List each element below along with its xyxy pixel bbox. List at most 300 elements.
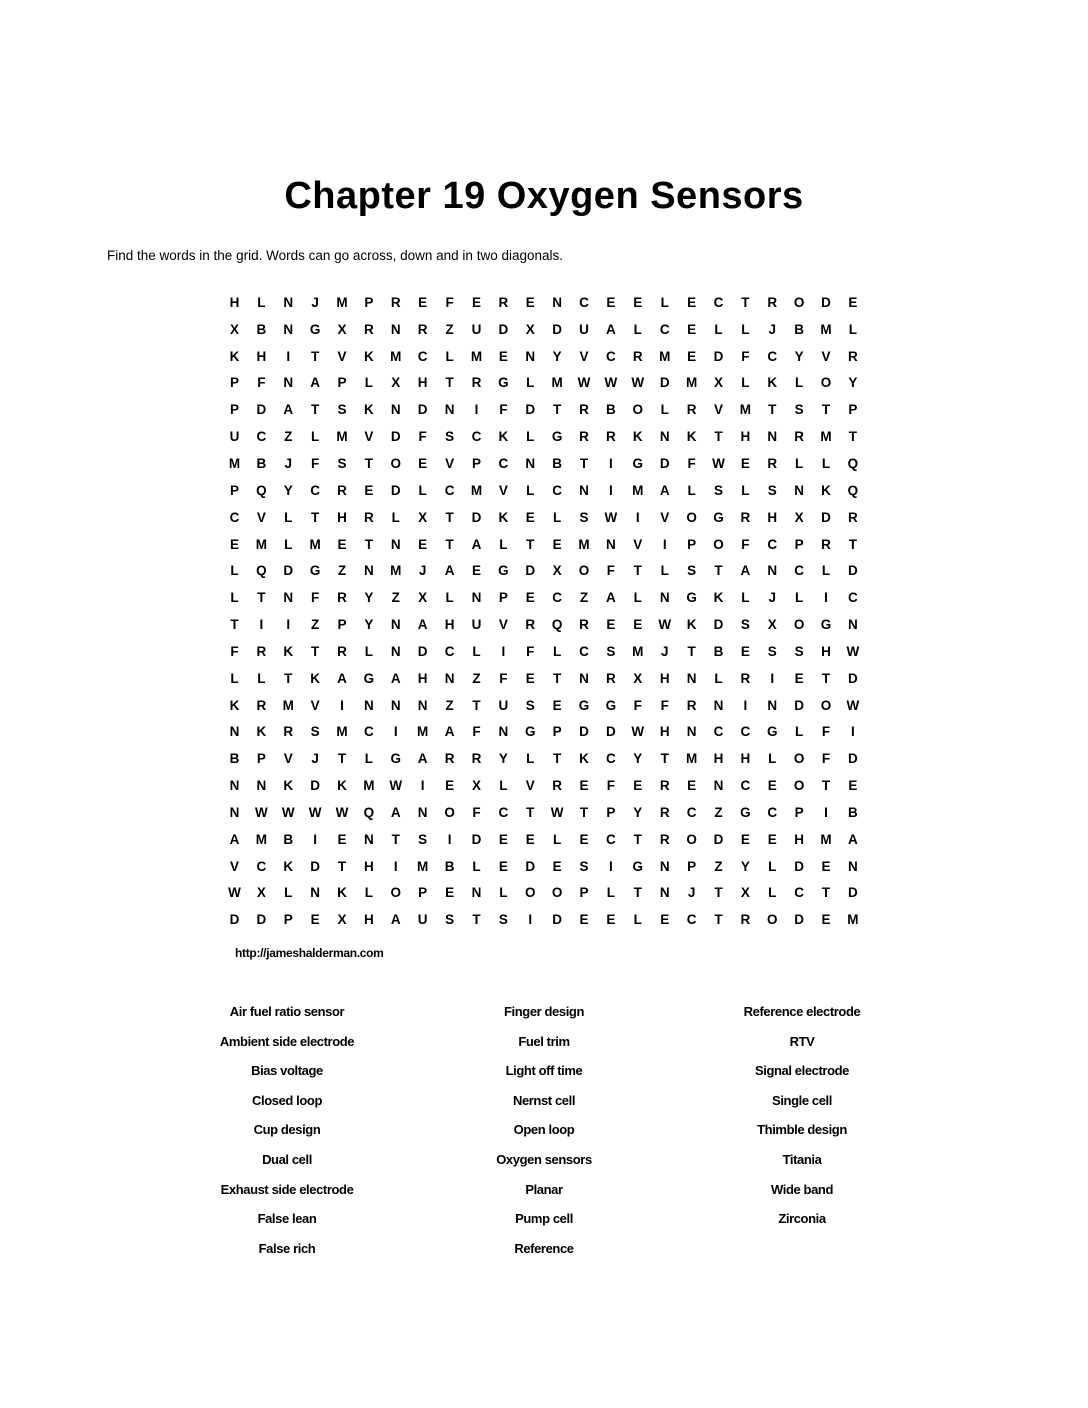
grid-cell: T xyxy=(310,348,320,364)
grid-cell: W xyxy=(577,375,591,391)
grid-cell: X xyxy=(740,885,750,901)
word-list-item: Oxygen sensors xyxy=(496,1151,592,1167)
grid-cell: E xyxy=(740,831,750,847)
grid-cell: F xyxy=(418,429,427,445)
grid-cell: P xyxy=(256,751,266,767)
grid-cell: R xyxy=(848,348,858,364)
grid-cell: Y xyxy=(633,751,643,767)
grid-cell: Q xyxy=(847,455,859,471)
grid-cell: E xyxy=(767,831,777,847)
grid-cell: D xyxy=(848,563,858,579)
grid-cell: N xyxy=(713,697,724,713)
grid-cell: S xyxy=(687,563,697,579)
grid-cell: X xyxy=(471,778,481,794)
grid-cell: L xyxy=(499,778,508,794)
grid-cell: K xyxy=(686,617,697,633)
grid-cell: H xyxy=(740,751,751,767)
grid-cell: C xyxy=(579,294,589,310)
grid-cell: M xyxy=(659,348,671,364)
grid-cell: V xyxy=(713,402,723,418)
grid-cell: T xyxy=(821,670,831,686)
grid-cell: M xyxy=(470,482,483,498)
grid-cell: L xyxy=(364,751,374,767)
grid-cell: D xyxy=(310,778,320,794)
grid-cell: F xyxy=(445,294,454,310)
grid-cell: T xyxy=(364,455,374,471)
grid-cell: T xyxy=(714,563,723,579)
grid-cell: L xyxy=(660,294,669,310)
grid-cell: E xyxy=(579,778,589,794)
grid-cell: U xyxy=(471,321,482,337)
grid-cell: T xyxy=(445,536,454,552)
grid-cell: U xyxy=(579,321,589,337)
grid-cell: S xyxy=(606,643,616,659)
grid-cell: N xyxy=(713,778,724,794)
grid-cell: Z xyxy=(337,563,347,579)
grid-cell: M xyxy=(820,321,832,337)
grid-cell: S xyxy=(445,912,455,928)
word-list-item: Nernst cell xyxy=(512,1092,576,1108)
grid-cell: D xyxy=(471,831,482,847)
grid-cell: F xyxy=(606,778,616,794)
grid-cell: R xyxy=(848,509,858,525)
grid-cell: V xyxy=(229,858,239,874)
grid-cell: Y xyxy=(498,751,508,767)
word-list-item: Light off time xyxy=(505,1063,583,1079)
grid-cell: O xyxy=(632,402,644,418)
grid-cell: T xyxy=(310,402,320,418)
grid-cell: K xyxy=(364,348,374,364)
grid-cell: L xyxy=(553,831,562,847)
grid-cell: T xyxy=(768,402,777,418)
grid-cell: R xyxy=(471,375,482,391)
grid-cell: D xyxy=(659,455,670,471)
grid-cell: Q xyxy=(551,617,563,633)
grid-cell: N xyxy=(767,429,778,445)
grid-cell: L xyxy=(257,670,266,686)
grid-cell: C xyxy=(552,590,562,606)
grid-cell: X xyxy=(633,670,643,686)
grid-cell: T xyxy=(445,509,454,525)
grid-cell: L xyxy=(499,536,508,552)
grid-cell: P xyxy=(687,858,697,874)
grid-cell: D xyxy=(283,563,294,579)
word-list-item: False lean xyxy=(257,1211,317,1227)
grid-cell: K xyxy=(256,724,267,740)
grid-cell: F xyxy=(499,402,508,418)
grid-cell: L xyxy=(660,563,669,579)
grid-cell: E xyxy=(687,348,697,364)
grid-cell: M xyxy=(336,294,348,310)
word-list-item: Zirconia xyxy=(778,1211,826,1227)
grid-cell: P xyxy=(471,455,481,471)
grid-cell: T xyxy=(821,778,831,794)
grid-cell: S xyxy=(579,509,589,525)
grid-cell: Y xyxy=(552,348,562,364)
grid-cell: S xyxy=(740,617,750,633)
grid-cell: C xyxy=(552,482,562,498)
grid-cell: O xyxy=(578,563,590,579)
grid-cell: C xyxy=(256,429,267,445)
grid-cell: T xyxy=(848,536,858,552)
grid-cell: E xyxy=(552,697,562,713)
grid-cell: C xyxy=(444,482,455,498)
grid-cell: T xyxy=(230,617,239,633)
grid-cell: O xyxy=(390,455,402,471)
grid-cell: G xyxy=(578,697,590,713)
grid-cell: I xyxy=(851,724,855,740)
word-list-item: Bias voltage xyxy=(251,1063,323,1079)
grid-cell: N xyxy=(606,536,616,552)
grid-cell: I xyxy=(420,778,425,794)
word-list-item: Open loop xyxy=(513,1122,575,1138)
grid-cell: T xyxy=(337,751,347,767)
grid-cell: P xyxy=(337,375,347,391)
grid-cell: A xyxy=(283,402,294,418)
grid-cell: Y xyxy=(283,482,293,498)
grid-cell: O xyxy=(444,804,455,820)
grid-cell: B xyxy=(444,858,455,874)
grid-cell: S xyxy=(713,482,723,498)
grid-cell: V xyxy=(310,697,320,713)
grid-cell: K xyxy=(310,670,320,686)
grid-cell: L xyxy=(660,402,669,418)
word-list-item: Thimble design xyxy=(757,1122,847,1138)
grid-cell: X xyxy=(256,885,266,901)
grid-cell: L xyxy=(795,590,804,606)
grid-cell: F xyxy=(741,348,750,364)
grid-cell: N xyxy=(686,670,697,686)
grid-cell: D xyxy=(390,429,401,445)
grid-cell: T xyxy=(310,643,320,659)
grid-cell: K xyxy=(686,429,697,445)
grid-cell: T xyxy=(633,885,642,901)
grid-cell: P xyxy=(552,724,562,740)
grid-cell: E xyxy=(633,617,643,633)
grid-cell: M xyxy=(417,724,429,740)
grid-cell: C xyxy=(579,643,589,659)
grid-cell: I xyxy=(286,348,291,364)
grid-cell: T xyxy=(848,429,858,445)
grid-cell: H xyxy=(364,858,374,874)
grid-cell: L xyxy=(310,429,320,445)
grid-cell: X xyxy=(767,617,777,633)
grid-cell: N xyxy=(552,294,562,310)
grid-cell: C xyxy=(686,912,697,928)
grid-cell: C xyxy=(498,455,509,471)
grid-cell: J xyxy=(660,643,669,659)
grid-cell: C xyxy=(686,804,697,820)
page-title: Chapter 19 Oxygen Sensors xyxy=(284,175,804,218)
grid-cell: D xyxy=(229,912,240,928)
grid-cell: N xyxy=(390,402,401,418)
grid-cell: K xyxy=(498,429,509,445)
grid-cell: R xyxy=(606,670,616,686)
grid-cell: N xyxy=(364,563,374,579)
grid-cell: M xyxy=(255,831,267,847)
grid-cell: E xyxy=(498,348,508,364)
grid-cell: O xyxy=(793,617,805,633)
grid-cell: R xyxy=(337,590,347,606)
grid-cell: D xyxy=(525,563,536,579)
grid-cell: H xyxy=(659,724,670,740)
grid-cell: A xyxy=(444,724,455,740)
grid-cell: C xyxy=(606,348,616,364)
grid-cell: W xyxy=(281,804,295,820)
word-list-item: Planar xyxy=(525,1181,563,1197)
grid-cell: E xyxy=(229,536,239,552)
grid-cell: C xyxy=(417,348,428,364)
grid-cell: D xyxy=(256,912,267,928)
grid-cell: P xyxy=(418,885,428,901)
grid-cell: F xyxy=(230,643,239,659)
grid-cell: X xyxy=(418,590,428,606)
grid-cell: L xyxy=(364,643,374,659)
grid-cell: N xyxy=(848,858,858,874)
grid-cell: N xyxy=(444,670,455,686)
grid-cell: N xyxy=(283,294,294,310)
grid-cell: R xyxy=(364,321,374,337)
grid-cell: E xyxy=(525,294,535,310)
grid-cell: P xyxy=(337,617,347,633)
grid-cell: K xyxy=(632,429,643,445)
grid-cell: Y xyxy=(633,804,643,820)
grid-cell: L xyxy=(499,885,508,901)
grid-cell: E xyxy=(606,617,616,633)
grid-cell: H xyxy=(713,751,724,767)
grid-cell: D xyxy=(256,402,267,418)
grid-cell: E xyxy=(471,294,481,310)
grid-cell: N xyxy=(686,724,697,740)
grid-cell: M xyxy=(390,563,402,579)
grid-cell: O xyxy=(390,885,402,901)
grid-cell: L xyxy=(526,482,535,498)
word-list-item: Ambient side electrode xyxy=(219,1033,355,1049)
grid-cell: K xyxy=(821,482,831,498)
grid-cell: S xyxy=(418,831,428,847)
grid-cell: J xyxy=(311,294,319,310)
grid-cell: I xyxy=(770,670,775,686)
grid-cell: E xyxy=(337,831,347,847)
grid-cell: Z xyxy=(714,858,723,874)
grid-cell: M xyxy=(739,402,751,418)
grid-cell: R xyxy=(659,778,670,794)
grid-cell: U xyxy=(471,617,482,633)
grid-cell: L xyxy=(795,724,804,740)
grid-cell: T xyxy=(526,804,535,820)
grid-cell: B xyxy=(283,831,294,847)
word-list-item: Finger design xyxy=(503,1004,585,1019)
grid-cell: F xyxy=(310,590,320,606)
grid-cell: I xyxy=(474,402,479,418)
grid-cell: N xyxy=(256,778,267,794)
grid-cell: Y xyxy=(364,617,374,633)
word-list-item: Air fuel ratio sensor xyxy=(229,1004,345,1019)
grid-cell: R xyxy=(417,321,428,337)
grid-cell: R xyxy=(364,509,374,525)
grid-cell: I xyxy=(609,455,613,471)
grid-cell: P xyxy=(794,804,804,820)
grid-cell: M xyxy=(336,429,348,445)
grid-cell: A xyxy=(229,831,240,847)
grid-cell: Q xyxy=(363,804,375,820)
grid-cell: T xyxy=(821,402,831,418)
grid-cell: L xyxy=(445,590,454,606)
grid-cell: H xyxy=(364,912,374,928)
grid-cell: R xyxy=(821,536,831,552)
grid-cell: M xyxy=(847,912,859,928)
grid-cell: F xyxy=(472,724,481,740)
grid-cell: M xyxy=(363,778,375,794)
grid-cell: L xyxy=(795,375,804,391)
grid-cell: E xyxy=(525,831,535,847)
grid-cell: D xyxy=(498,321,509,337)
grid-cell: R xyxy=(283,724,294,740)
grid-cell: R xyxy=(256,697,267,713)
grid-cell: C xyxy=(713,294,724,310)
grid-cell: N xyxy=(229,778,240,794)
grid-cell: L xyxy=(284,885,293,901)
grid-cell: T xyxy=(472,912,481,928)
grid-cell: K xyxy=(713,590,724,606)
grid-cell: P xyxy=(229,375,239,391)
grid-cell: E xyxy=(310,912,320,928)
grid-cell: R xyxy=(659,804,670,820)
grid-cell: L xyxy=(633,912,642,928)
grid-cell: R xyxy=(686,402,697,418)
grid-cell: S xyxy=(310,724,320,740)
grid-cell: I xyxy=(824,590,828,606)
grid-cell: K xyxy=(229,697,240,713)
grid-cell: R xyxy=(606,429,616,445)
grid-cell: U xyxy=(498,697,509,713)
grid-cell: E xyxy=(767,778,777,794)
grid-cell: S xyxy=(579,858,589,874)
grid-cell: L xyxy=(714,321,723,337)
grid-cell: T xyxy=(445,375,454,391)
grid-cell: J xyxy=(311,751,319,767)
grid-cell: D xyxy=(848,885,858,901)
word-list-item: Dual cell xyxy=(262,1151,312,1167)
word-list-item: False rich xyxy=(258,1240,316,1256)
grid-cell: L xyxy=(848,321,858,337)
grid-cell: M xyxy=(820,831,832,847)
grid-cell: H xyxy=(821,643,831,659)
grid-cell: J xyxy=(768,321,777,337)
grid-cell: C xyxy=(740,724,751,740)
grid-cell: R xyxy=(767,294,778,310)
grid-cell: C xyxy=(848,590,858,606)
grid-cell: E xyxy=(364,482,374,498)
word-list-item: Single cell xyxy=(772,1092,832,1108)
grid-cell: E xyxy=(525,670,535,686)
grid-cell: F xyxy=(472,804,481,820)
grid-cell: D xyxy=(417,643,428,659)
grid-cell: D xyxy=(310,858,320,874)
grid-cell: L xyxy=(741,375,750,391)
word-list-item: RTV xyxy=(789,1033,815,1049)
grid-cell: T xyxy=(553,402,562,418)
grid-cell: M xyxy=(228,455,241,471)
grid-cell: B xyxy=(606,402,616,418)
grid-cell: L xyxy=(741,590,750,606)
grid-cell: T xyxy=(579,804,589,820)
grid-cell: O xyxy=(820,375,832,391)
grid-cell: N xyxy=(390,536,401,552)
grid-cell: V xyxy=(498,482,508,498)
grid-cell: I xyxy=(259,617,264,633)
grid-cell: D xyxy=(606,724,616,740)
grid-cell: N xyxy=(659,429,670,445)
grid-cell: Y xyxy=(364,590,374,606)
grid-cell: L xyxy=(364,375,374,391)
grid-cell: C xyxy=(256,858,267,874)
grid-cell: E xyxy=(579,831,589,847)
grid-cell: M xyxy=(685,375,698,391)
grid-cell: D xyxy=(848,751,858,767)
grid-cell: O xyxy=(793,751,805,767)
grid-cell: N xyxy=(848,617,858,633)
grid-cell: L xyxy=(606,885,616,901)
grid-cell: I xyxy=(528,912,533,928)
grid-cell: Q xyxy=(256,482,267,498)
grid-cell: L xyxy=(418,482,427,498)
grid-cell: X xyxy=(229,321,239,337)
grid-cell: B xyxy=(848,804,858,820)
grid-cell: Z xyxy=(472,670,481,686)
grid-cell: G xyxy=(309,563,321,579)
grid-cell: P xyxy=(794,536,804,552)
grid-cell: A xyxy=(390,804,401,820)
grid-cell: M xyxy=(685,751,698,767)
grid-cell: O xyxy=(793,294,805,310)
grid-cell: D xyxy=(525,402,536,418)
grid-cell: H xyxy=(417,670,428,686)
word-list-item: Titania xyxy=(782,1151,822,1167)
grid-cell: G xyxy=(363,670,375,686)
grid-cell: W xyxy=(254,804,268,820)
grid-cell: G xyxy=(686,590,697,606)
grid-cell: M xyxy=(309,536,321,552)
grid-cell: F xyxy=(687,455,696,471)
grid-cell: D xyxy=(579,724,589,740)
grid-cell: Z xyxy=(445,321,454,337)
grid-cell: C xyxy=(471,429,482,445)
grid-cell: W xyxy=(604,509,618,525)
grid-cell: R xyxy=(686,697,697,713)
grid-cell: P xyxy=(606,804,616,820)
grid-cell: E xyxy=(418,536,428,552)
grid-cell: M xyxy=(255,536,267,552)
grid-cell: N xyxy=(390,643,401,659)
grid-cell: M xyxy=(282,697,294,713)
grid-cell: T xyxy=(526,536,535,552)
grid-cell: L xyxy=(741,321,750,337)
grid-cell: R xyxy=(740,509,751,525)
grid-cell: S xyxy=(445,429,455,445)
grid-cell: C xyxy=(767,348,778,364)
grid-cell: H xyxy=(256,348,267,364)
grid-cell: P xyxy=(229,402,239,418)
grid-cell: R xyxy=(794,429,805,445)
grid-cell: G xyxy=(632,455,644,471)
grid-cell: J xyxy=(418,563,427,579)
grid-cell: A xyxy=(337,670,347,686)
grid-cell: R xyxy=(579,617,589,633)
grid-cell: H xyxy=(794,831,805,847)
grid-cell: S xyxy=(525,697,535,713)
grid-cell: R xyxy=(552,778,562,794)
